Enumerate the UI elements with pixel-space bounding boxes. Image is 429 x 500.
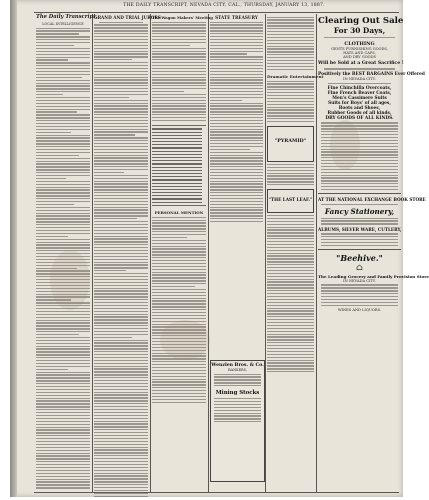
column-rule xyxy=(265,14,266,492)
ad-rubber: Rubber Goods of all kinds, xyxy=(327,110,392,116)
article-text xyxy=(267,17,314,70)
ad-gents: GENTS FURNISHING GOODS, xyxy=(331,47,388,52)
scan-edge-left xyxy=(10,0,17,497)
column-heading: GRAND AND TRIAL JURORS xyxy=(94,15,161,20)
ad-wines: WINES AND LIQUORS. xyxy=(337,308,382,312)
column-rule xyxy=(208,14,209,492)
paper-stain xyxy=(330,120,360,170)
ad-boots: Boots and Shoes, xyxy=(338,105,381,111)
column-heading: The Wagon Makers' Meeting xyxy=(152,15,213,20)
column-subhead: LOCAL INTELLIGENCE xyxy=(42,22,84,26)
masthead: THE DAILY TRANSCRIPT, NEVADA CITY, CAL., THURSDAY, JANUARY 13, 1887. xyxy=(123,3,325,8)
article-text xyxy=(152,22,206,122)
article-text xyxy=(210,22,263,223)
ad-exchange: AT THE NATIONAL EXCHANGE BOOK STORE xyxy=(318,197,426,203)
article-text xyxy=(267,81,314,123)
clearing-sale-days: For 30 Days, xyxy=(333,26,386,35)
dramatic-heading: Dramatic Entertainment xyxy=(267,73,324,79)
article-text xyxy=(152,217,206,403)
nameplate: The Daily Transcript. xyxy=(36,14,98,20)
last-leaf-ad-title: "THE LAST LEAF." xyxy=(268,197,313,203)
clearing-sale-title: Clearing Out Sale xyxy=(318,16,404,26)
last-leaf-ad xyxy=(267,189,314,213)
column-6-advertisements xyxy=(318,15,429,493)
article-text xyxy=(267,164,314,186)
ad-grocery-city: IN NEVADA CITY. xyxy=(343,278,376,283)
ad-chinchilla: Fine Chinchilla Overcoats, xyxy=(327,85,392,91)
banking-ad-sub: BANKERS, xyxy=(228,368,247,372)
article-text xyxy=(267,215,314,372)
column-3 xyxy=(152,15,213,493)
bottom-rule xyxy=(34,492,399,493)
ad-boys: Suits for Boys' of all ages, xyxy=(328,100,391,106)
ad-beehive: "Beehive." xyxy=(336,252,383,263)
banking-ad xyxy=(210,360,265,482)
ad-hats: HATS AND CAPS, xyxy=(343,51,376,56)
column-rule xyxy=(316,14,317,492)
ad-beaver: Fine French Beaver Coats, xyxy=(327,90,392,96)
banking-ad-title: Wenzlen Bros. & Co. xyxy=(211,363,264,368)
ad-sacrifice: Will be Sold at a Great Sacrifice ! xyxy=(318,61,404,67)
ledger-table xyxy=(152,125,206,206)
ad-cassimere: Men's Cassimere Suits xyxy=(332,95,387,101)
beehive-icon: ⌂ xyxy=(356,262,363,273)
ad-divider xyxy=(318,193,401,194)
ad-clothing: CLOTHING xyxy=(344,41,375,48)
paper-stain xyxy=(50,250,90,310)
column-5 xyxy=(267,15,324,493)
mining-stocks-title: Mining Stocks xyxy=(215,390,260,397)
ad-dry-all: DRY GOODS OF ALL KINDS. xyxy=(325,115,394,121)
column-rule xyxy=(150,14,151,492)
masthead-rule xyxy=(34,12,399,13)
paper-stain xyxy=(160,320,210,360)
column-heading: STATE TREASURY xyxy=(215,15,258,20)
pyramid-ad-title: "PYRAMID" xyxy=(274,138,307,145)
personal-mention-heading: PERSONAL MENTION xyxy=(154,210,204,216)
column-2 xyxy=(94,15,161,493)
ad-bargains: Positively the BEST BARGAINS Ever Offered xyxy=(318,71,425,77)
ad-dry-goods: AND DRY GOODS xyxy=(343,55,376,60)
ad-grocery: The Leading Grocery and Family Provision Store xyxy=(318,273,429,279)
ad-stationery: Fancy Stationery, xyxy=(324,206,395,216)
newspaper-page xyxy=(10,0,429,497)
ad-albums: ALBUMS, SILVER WARE, CUTLERY, xyxy=(318,226,402,232)
article-text xyxy=(94,22,148,497)
ad-divider xyxy=(318,249,401,250)
column-rule xyxy=(92,14,93,492)
pyramid-ad xyxy=(267,126,314,162)
ad-nevada: IN NEVADA CITY. xyxy=(343,76,376,81)
